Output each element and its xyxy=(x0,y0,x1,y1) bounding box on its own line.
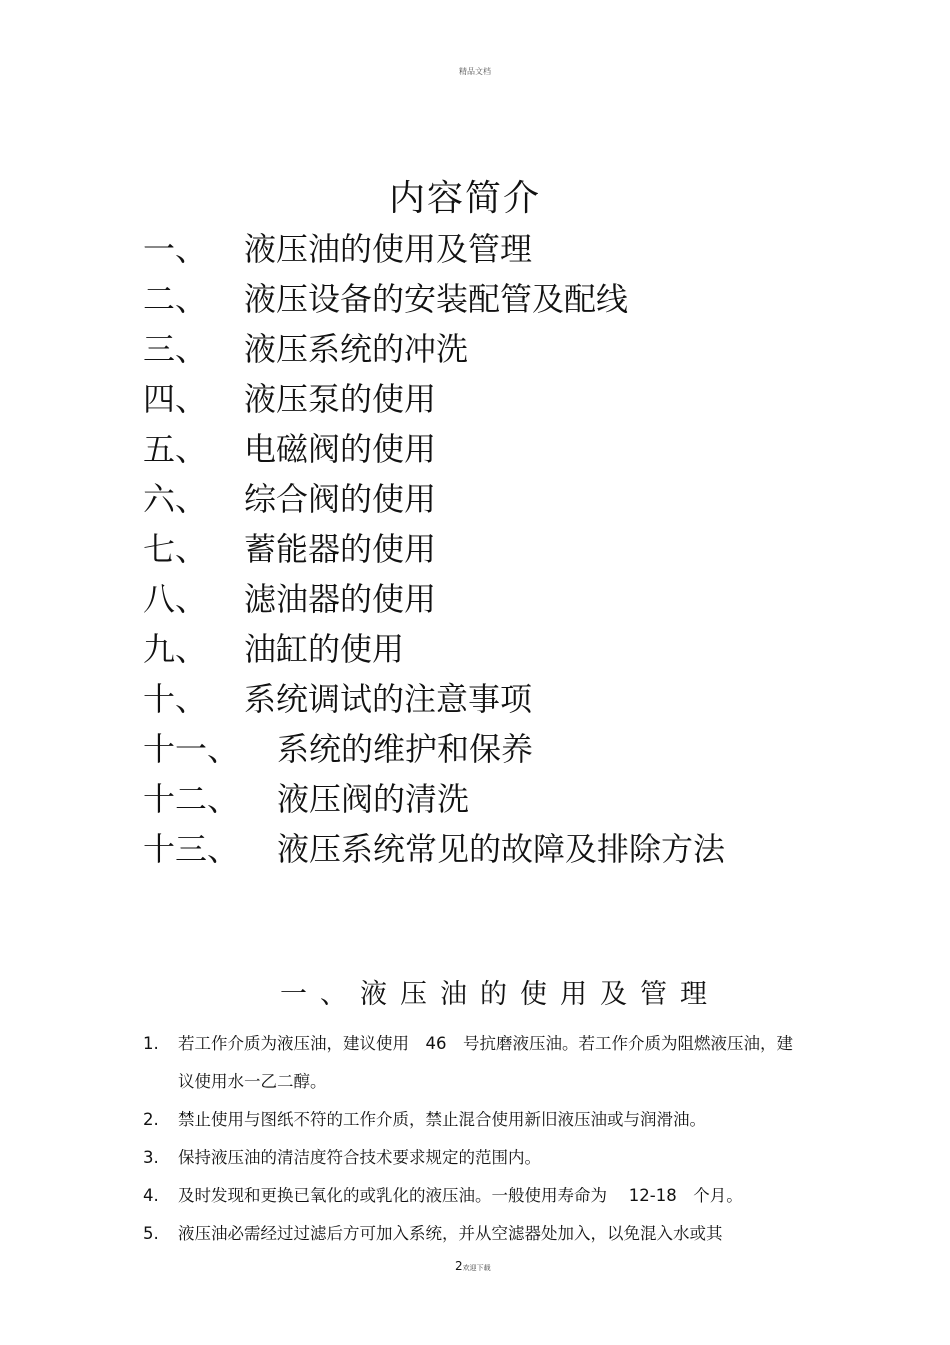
paragraph-number: 4. xyxy=(143,1186,159,1205)
toc-item-text: 液压系统常见的故障及排除方法 xyxy=(277,830,726,868)
toc-item-number: 二、 xyxy=(143,280,208,318)
toc-item-text: 液压油的使用及管理 xyxy=(244,230,533,268)
toc-item-text: 液压阀的清洗 xyxy=(277,780,470,818)
toc-item xyxy=(143,822,903,872)
toc-item-number: 八、 xyxy=(143,580,208,618)
paragraph-number: 5. xyxy=(143,1224,159,1243)
toc-item xyxy=(143,722,903,772)
toc-item xyxy=(143,272,903,322)
toc-item xyxy=(143,622,903,672)
toc-item-number: 九、 xyxy=(143,630,208,668)
header-watermark: 精品文档 xyxy=(459,67,491,76)
paragraph-text: 若工作介质为液压油，建议使用 46 号抗磨液压油。若工作介质为阻燃液压油，建议使用水一乙二醇。 xyxy=(178,1034,793,1091)
toc-item-text: 蓄能器的使用 xyxy=(244,530,437,568)
toc-item-number: 十一、 xyxy=(143,730,240,768)
paragraph-number: 1. xyxy=(143,1034,159,1053)
paragraph-list xyxy=(143,1025,803,1253)
toc-item-number: 四、 xyxy=(143,380,208,418)
numbered-paragraph xyxy=(143,1139,803,1177)
toc-item-text: 液压系统的冲洗 xyxy=(244,330,469,368)
toc-item-text: 滤油器的使用 xyxy=(244,580,437,618)
toc-item xyxy=(143,572,903,622)
paragraph-number: 3. xyxy=(143,1148,159,1167)
toc-title: 内容简介 xyxy=(388,178,541,219)
toc-item xyxy=(143,372,903,422)
toc-item-number: 五、 xyxy=(143,430,208,468)
paragraph-text: 液压油必需经过过滤后方可加入系统，并从空滤器处加入，以免混入水或其 xyxy=(178,1224,723,1243)
toc-item-text: 综合阀的使用 xyxy=(244,480,437,518)
toc-item-text: 系统调试的注意事项 xyxy=(244,680,533,718)
paragraph-text: 禁止使用与图纸不符的工作介质，禁止混合使用新旧液压油或与润滑油。 xyxy=(178,1110,706,1129)
toc-item-text: 电磁阀的使用 xyxy=(244,430,437,468)
toc-item-text: 液压泵的使用 xyxy=(244,380,437,418)
numbered-paragraph xyxy=(143,1215,803,1253)
toc-list xyxy=(143,222,903,872)
toc-item xyxy=(143,322,903,372)
toc-item xyxy=(143,522,903,572)
toc-item xyxy=(143,222,903,272)
toc-item-number: 七、 xyxy=(143,530,208,568)
paragraph-number: 2. xyxy=(143,1110,159,1129)
footer-note: 欢迎下载 xyxy=(462,1264,491,1272)
toc-item-text: 液压设备的安装配管及配线 xyxy=(244,280,629,318)
toc-item-text: 油缸的使用 xyxy=(244,630,405,668)
section-heading: 一、液压油的使用及管理 xyxy=(280,979,720,1010)
paragraph-text: 及时发现和更换已氧化的或乳化的液压油。一般使用寿命为 12-18 个月。 xyxy=(178,1186,743,1205)
toc-item-text: 系统的维护和保养 xyxy=(277,730,534,768)
toc-item-number: 三、 xyxy=(143,330,208,368)
toc-item xyxy=(143,472,903,522)
toc-item-number: 十、 xyxy=(143,680,208,718)
paragraph-text: 保持液压油的清洁度符合技术要求规定的范围内。 xyxy=(178,1148,541,1167)
numbered-paragraph xyxy=(143,1025,803,1101)
toc-item-number: 六、 xyxy=(143,480,208,518)
toc-item-number: 一、 xyxy=(143,230,208,268)
toc-item xyxy=(143,422,903,472)
toc-item xyxy=(143,672,903,722)
toc-item xyxy=(143,772,903,822)
page-number: 2 xyxy=(455,1259,463,1273)
numbered-paragraph xyxy=(143,1101,803,1139)
numbered-paragraph xyxy=(143,1177,803,1215)
toc-item-number: 十二、 xyxy=(143,780,240,818)
page-footer xyxy=(455,1259,491,1273)
toc-item-number: 十三、 xyxy=(143,830,240,868)
